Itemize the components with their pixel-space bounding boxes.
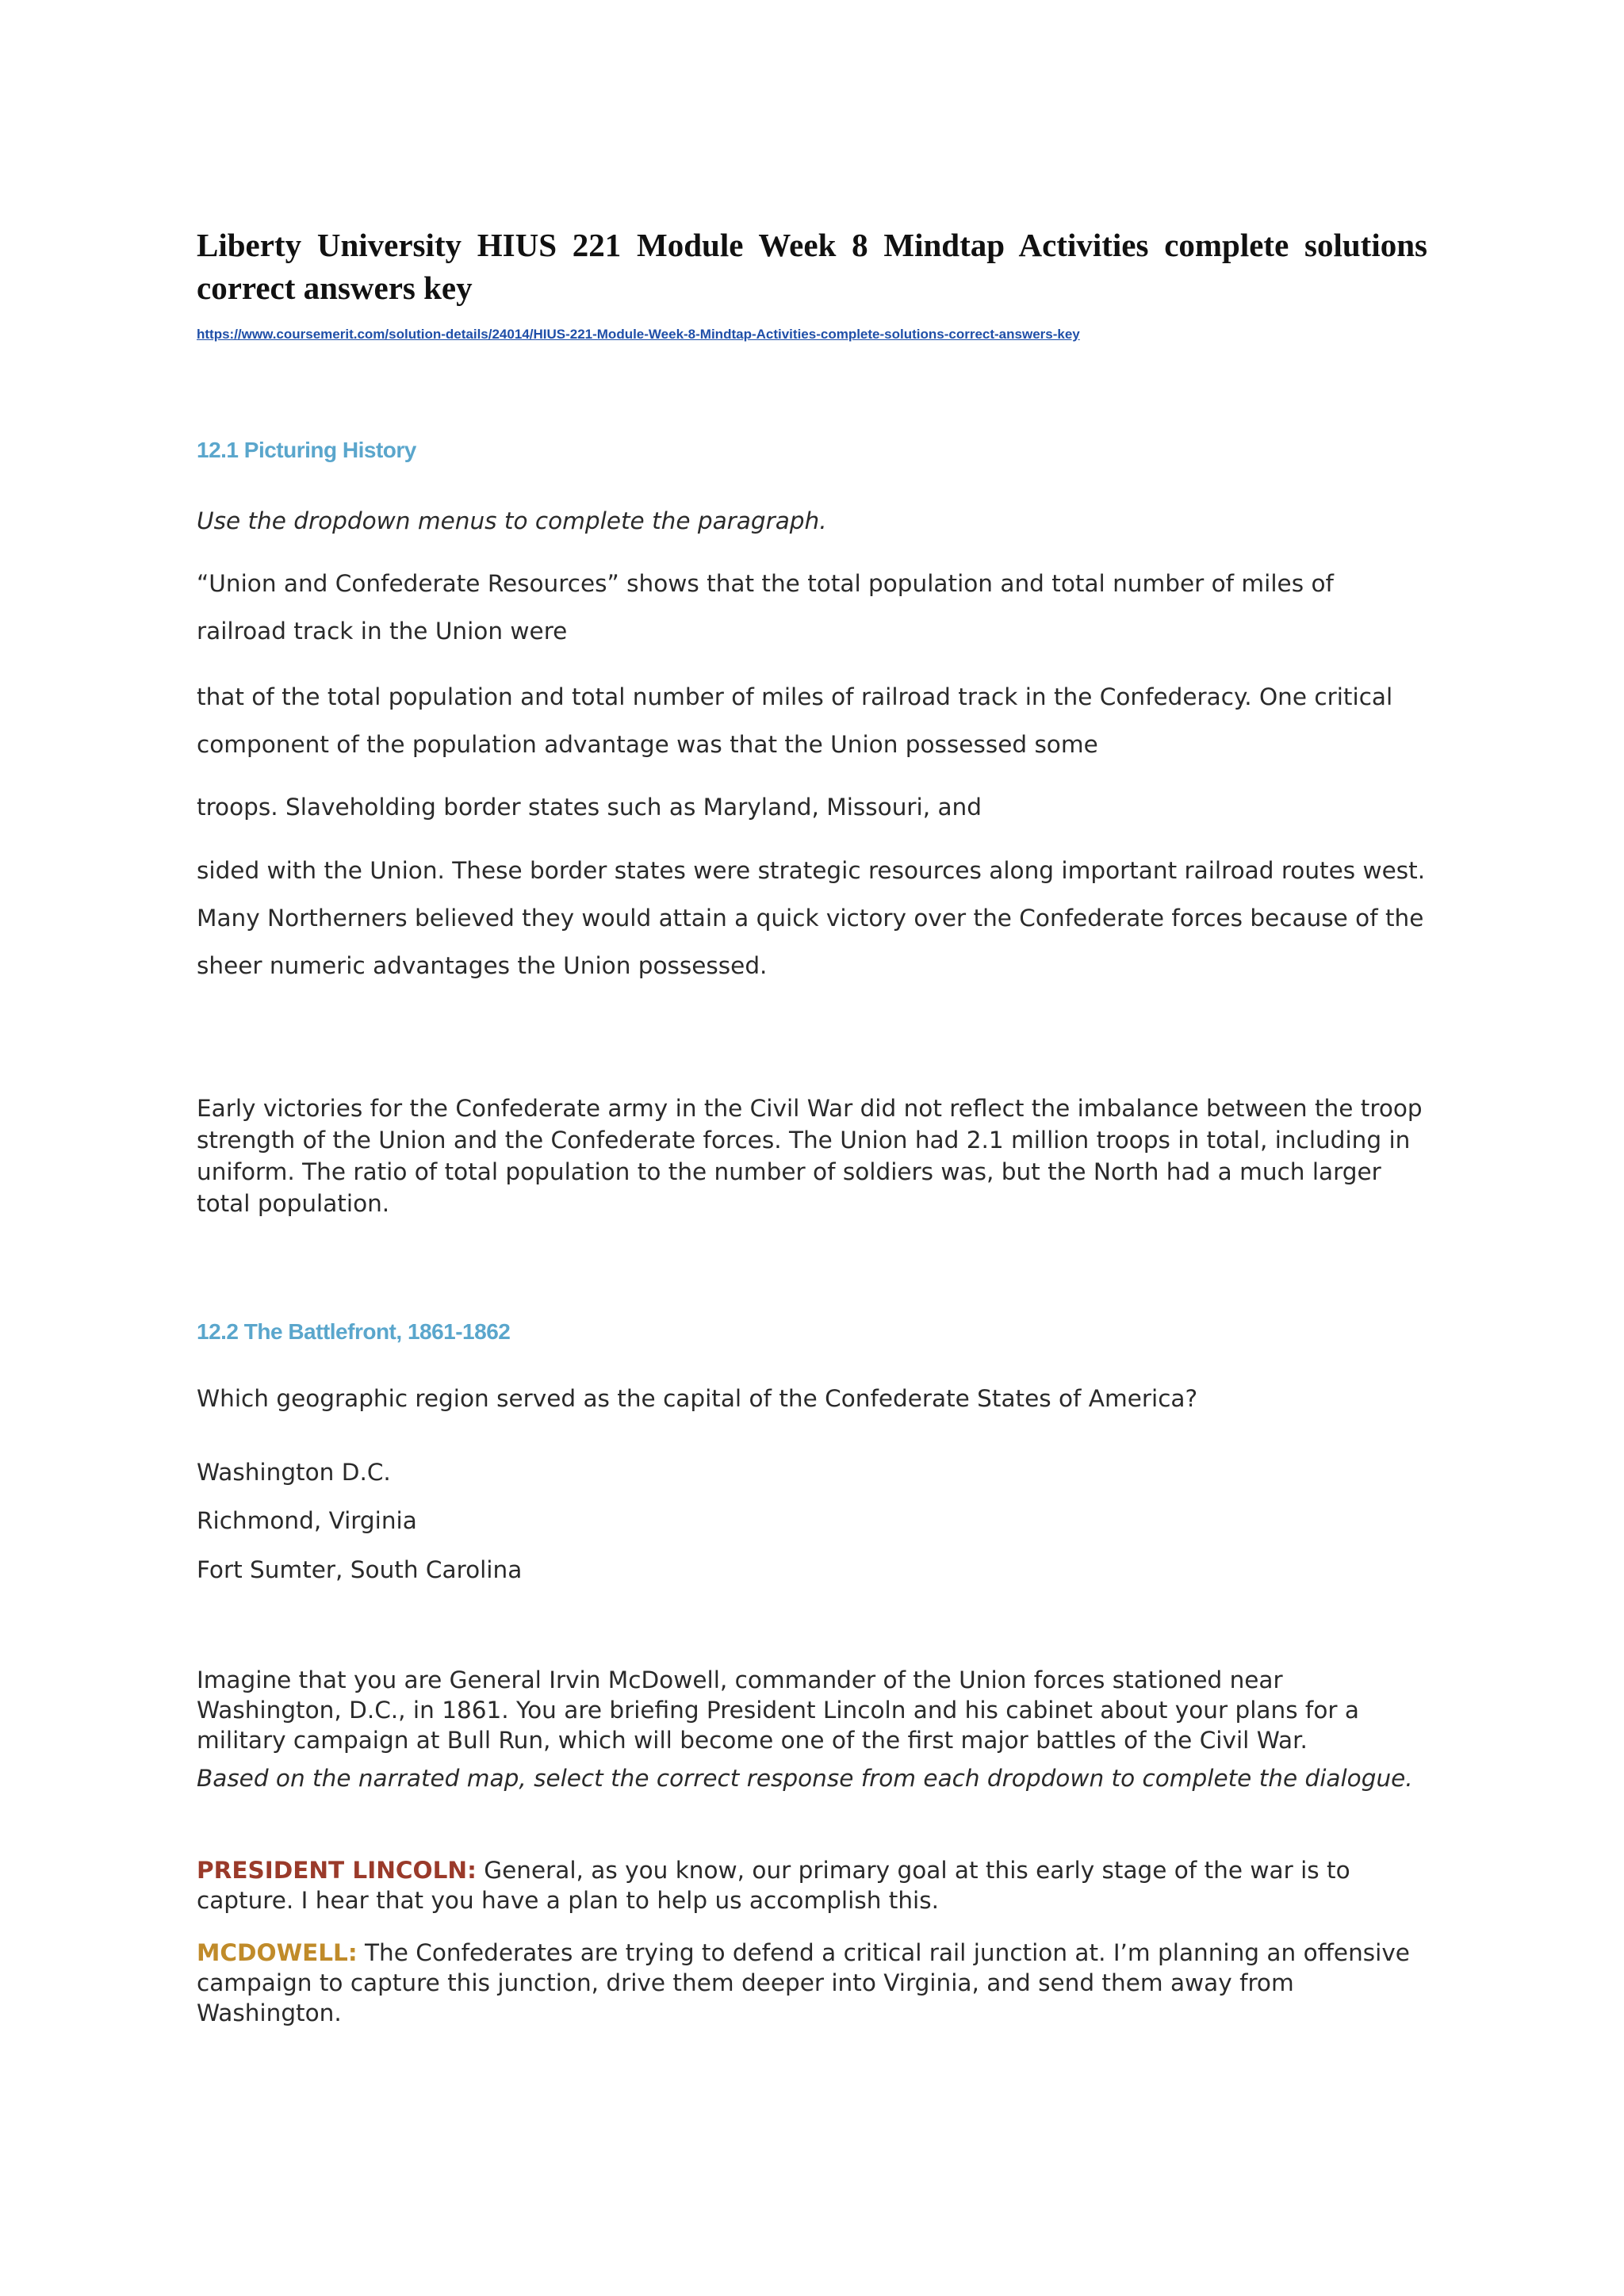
source-link[interactable]: https://www.coursemerit.com/solution-details/24014/HIUS-221-Module-Week-8-Mindtap-Activities-complete-solutions-correct-answers-key bbox=[197, 327, 1080, 342]
section2-question: Which geographic region served as the capital of the Confederate States of America? bbox=[197, 1385, 1198, 1412]
dialogue-mcdowell bbox=[197, 1938, 1427, 2028]
section2-scenario: Imagine that you are General Irvin McDowell, commander of the Union forces stationed near Washington, D.C., in 1861. You are briefing President Lincoln and his cabinet about your plans for a military campaign at Bull Run, which will become one of the first major battles of the Civil War. bbox=[197, 1667, 1359, 1754]
document-title: Liberty University HIUS 221 Module Week 8 Mindtap Activities complete solutions correct answers key bbox=[197, 227, 1427, 306]
section2-instruction: Based on the narrated map, select the correct response from each dropdown to complete the dialogue. bbox=[197, 1765, 1413, 1792]
section1-paragraph-4: sided with the Union. These border states were strategic resources along important railroad routes west. Many Northerners believed they would attain a quick victory over the Confederate forces because of the sheer numeric advantages the Union possessed. bbox=[197, 857, 1426, 979]
section-heading-battlefront: 12.2 The Battlefront, 1861-1862 bbox=[197, 1319, 511, 1344]
section1-paragraph-2: that of the total population and total number of miles of railroad track in the Confederacy. One critical component of the population advantage was that the Union possessed some bbox=[197, 683, 1393, 758]
speaker-label-lincoln: PRESIDENT LINCOLN: bbox=[197, 1857, 477, 1884]
dialogue-mcdowell-text: The Confederates are trying to defend a critical rail junction at. I’m planning an offensive campaign to capture this junction, drive them deeper into Virginia, and send them away from Washington. bbox=[197, 1939, 1410, 2026]
answer-option-3: Fort Sumter, South Carolina bbox=[197, 1556, 523, 1583]
section1-paragraph-1: “Union and Confederate Resources” shows that the total population and total number of miles of railroad track in the Union were bbox=[197, 570, 1334, 645]
dialogue-lincoln bbox=[197, 1855, 1427, 1915]
answer-option-1: Washington D.C. bbox=[197, 1459, 391, 1486]
speaker-label-mcdowell: MCDOWELL: bbox=[197, 1939, 358, 1966]
section-heading-picturing-history: 12.1 Picturing History bbox=[197, 438, 416, 462]
section1-instruction: Use the dropdown menus to complete the paragraph. bbox=[197, 507, 827, 534]
answer-option-2: Richmond, Virginia bbox=[197, 1507, 417, 1534]
dialogue-lincoln-text: General, as you know, our primary goal at this early stage of the war is to capture. I hear that you have a plan to help us accomplish this. bbox=[197, 1857, 1350, 1914]
section1-paragraph-5: Early victories for the Confederate army in the Civil War did not reflect the imbalance between the troop strength of the Union and the Confederate forces. The Union had 2.1 million troops in total, including in uniform. The ratio of total population to the number of soldiers was, but the North had a much larger total population. bbox=[197, 1095, 1423, 1217]
section1-paragraph-3: troops. Slaveholding border states such as Maryland, Missouri, and bbox=[197, 794, 982, 821]
